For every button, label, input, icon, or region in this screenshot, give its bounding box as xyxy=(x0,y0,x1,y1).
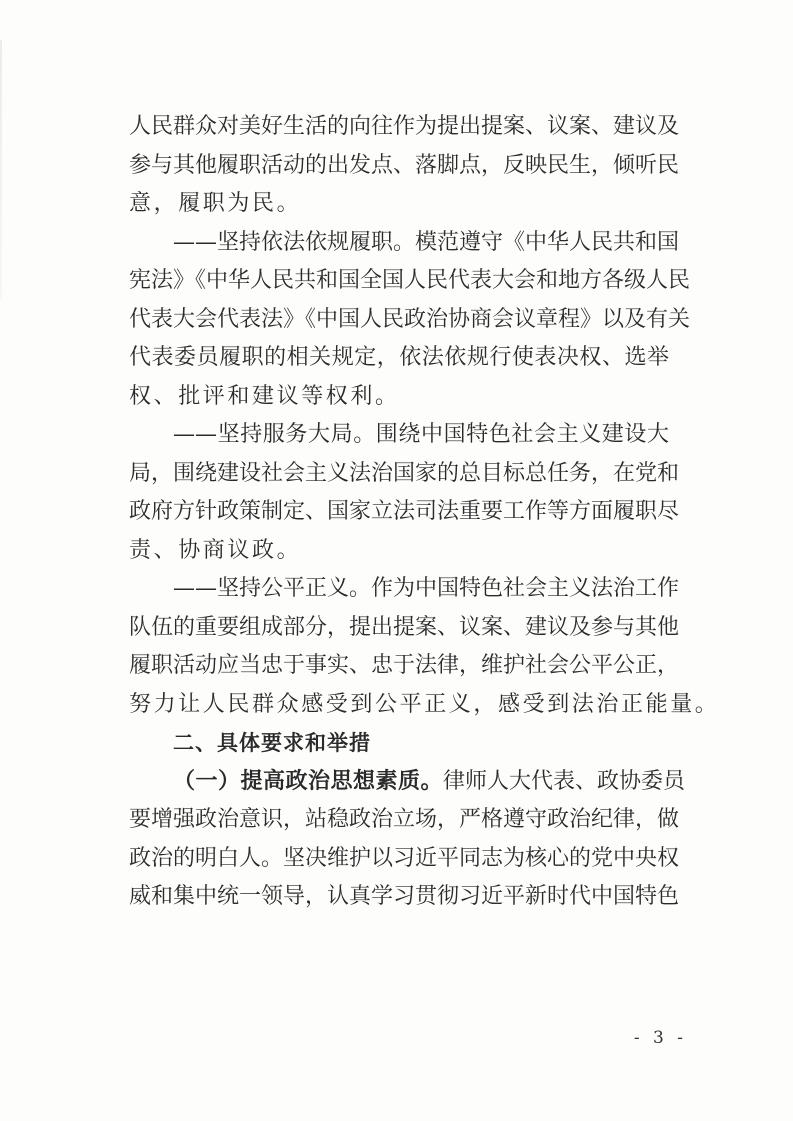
text-line: 履职活动应当忠于事实、忠于法律，维护社会公平公正， xyxy=(129,653,680,678)
text-line: 责、协商议政。 xyxy=(129,537,302,563)
text-line xyxy=(129,763,686,802)
text-line: ——坚持服务大局。围绕中国特色社会主义建设大 xyxy=(173,422,669,447)
text-line: ——坚持依法依规履职。模范遵守《中华人民共和国 xyxy=(173,229,680,255)
text-line: 代表委员履职的相关规定，依法依规行使表决权、选举 xyxy=(129,345,669,370)
text-line: ——坚持公平正义。作为中国特色社会主义法治工作 xyxy=(173,576,680,601)
text-line: 威和集中统一领导，认真学习贯彻习近平新时代中国特色 xyxy=(129,884,680,909)
text-line: 代表大会代表法》《中国人民政治协商会议章程》以及有关 xyxy=(129,306,691,332)
text-line: 宪法》《中华人民共和国全国人民代表大会和地方各级人民 xyxy=(129,268,691,293)
text-line: 意，履职为民。 xyxy=(129,191,302,216)
text-line: 要增强政治意识，站稳政治立场，严格遵守政治纪律，做 xyxy=(129,807,680,832)
text-line: 政府方针政策制定、国家立法司法重要工作等方面履职尽 xyxy=(129,499,680,524)
subsection-title: （一）提高政治思想素质。 xyxy=(173,768,444,794)
text-line: 参与其他履职活动的出发点、落脚点，反映民生，倾听民 xyxy=(129,152,680,178)
text-line: 人民群众对美好生活的向往作为提出提案、议案、建议及 xyxy=(129,114,680,139)
text-line: 队伍的重要组成部分，提出提案、议案、建议及参与其他 xyxy=(129,614,680,640)
body-text xyxy=(129,108,720,917)
text-line: 政治的明白人。坚决维护以习近平同志为核心的党中央权 xyxy=(129,845,680,871)
text-line: 局，围绕建设社会主义法治国家的总目标总任务，在党和 xyxy=(129,460,680,486)
scan-edge-shadow xyxy=(0,40,2,300)
text-line: 权、批评和建议等权利。 xyxy=(129,383,400,409)
page-number: - 3 - xyxy=(633,1028,687,1048)
text-line: 努力让人民群众感受到公平正义，感受到法治正能量。 xyxy=(129,691,720,717)
text-segment: 律师人大代表、政协委员 xyxy=(443,768,686,794)
section-heading: 二、具体要求和举措 xyxy=(173,731,371,755)
